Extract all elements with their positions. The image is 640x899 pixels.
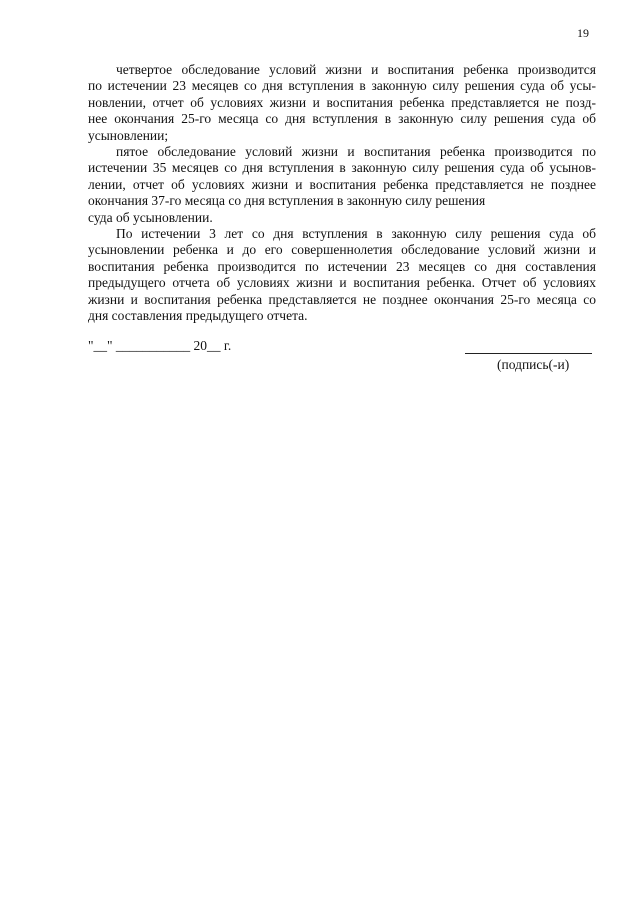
paragraph-after-three-years <box>88 226 596 324</box>
document-body <box>88 62 596 325</box>
text-line: предыдущего отчета об условиях жизни и воспитания ребенка. Отчет об условиях <box>88 275 596 291</box>
date-field: "__" ___________ 20__ г. <box>88 338 232 353</box>
paragraph-fifth-inspection <box>88 144 596 226</box>
text-line: воспитания ребенка производится по истечении 23 месяцев со дня составления <box>88 258 596 274</box>
text-line: по истечении 23 месяцев со дня вступления в законную силу решения суда об усы- <box>88 78 596 94</box>
page-number: 19 <box>577 26 589 40</box>
text-line: суда об усыновлении. <box>88 209 213 225</box>
text-line: жизни и воспитания ребенка представляется не позднее окончания 25-го месяца со <box>88 291 596 307</box>
text-line: лении, отчет об условиях жизни и воспитания ребенка представляется не позднее <box>88 176 596 192</box>
text-line: дня составления предыдущего отчета. <box>88 308 308 324</box>
text-line: окончания 37-го месяца со дня вступления в законную силу решения <box>88 193 486 209</box>
text-line: истечении 35 месяцев со дня вступления в законную силу решения суда об усынов- <box>88 160 596 176</box>
text-line: усыновлении; <box>88 127 169 143</box>
text-line: усыновлении ребенка и до его совершеннолетия обследование условий жизни и <box>88 242 596 258</box>
text-line: четвертое обследование условий жизни и воспитания ребенка производится <box>116 62 596 77</box>
text-line: По истечении 3 лет со дня вступления в законную силу решения суда об <box>116 226 596 242</box>
text-line: пятое обследование условий жизни и воспитания ребенка производится по <box>116 144 596 160</box>
text-line: нее окончания 25-го месяца со дня вступления в законную силу решения суда об <box>88 111 596 127</box>
signature-line <box>465 353 592 354</box>
paragraph-fourth-inspection <box>88 62 596 144</box>
text-line: новлении, отчет об условиях жизни и воспитания ребенка представляется не позд- <box>88 94 596 110</box>
signature-label: (подпись(-и) <box>497 357 570 372</box>
